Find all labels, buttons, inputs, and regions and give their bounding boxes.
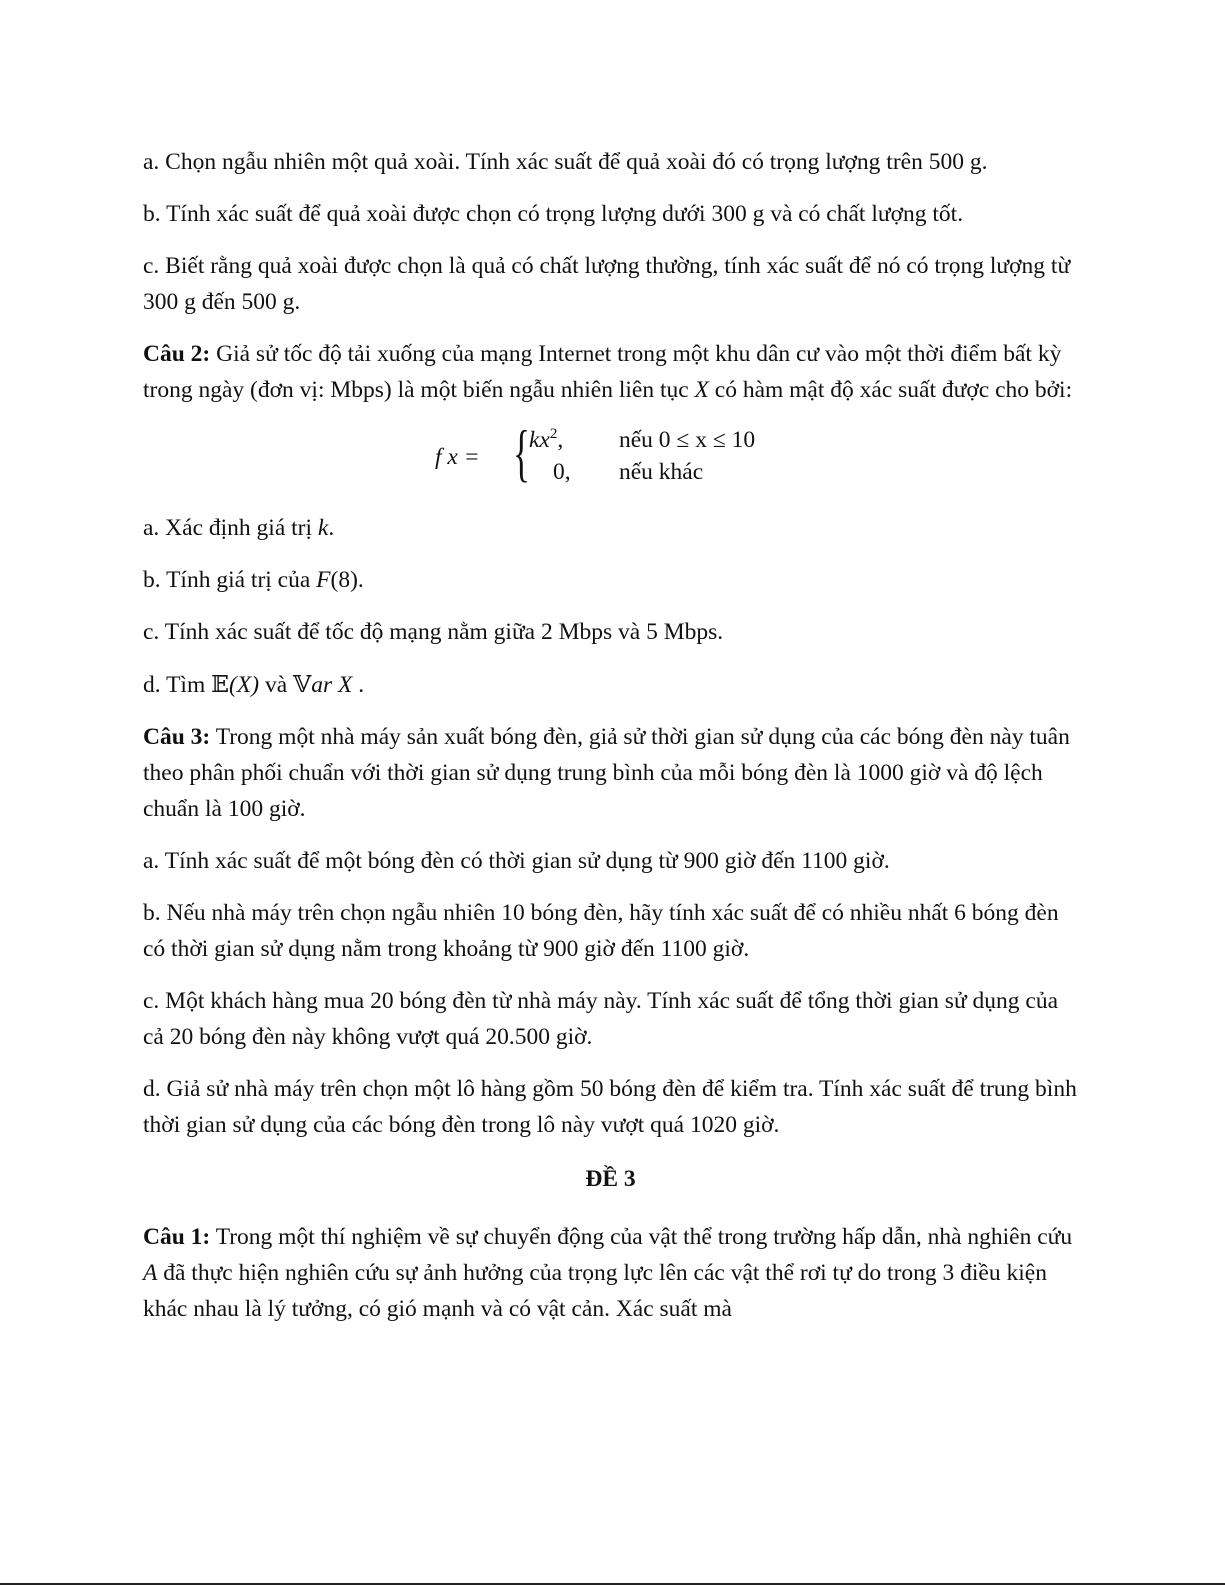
q3-part-c: c. Một khách hàng mua 20 bóng đèn từ nhà máy này. Tính xác suất để tổng thời gian sử dụng của cả 20 bóng đèn này không vượt quá 20.500 giờ.	[143, 988, 1059, 1050]
question-3-label: Câu 3:	[143, 724, 211, 750]
question-2-label: Câu 2:	[143, 341, 211, 367]
density-formula	[143, 417, 1078, 490]
q3-part-b: b. Nếu nhà máy trên chọn ngẫu nhiên 10 bóng đèn, hãy tính xác suất để có nhiều nhất 6 bóng đèn có thời gian sử dụng nằm trong khoảng từ 900 giờ đến 1100 giờ.	[143, 900, 1059, 962]
question-2-text-a: Giả sử tốc độ tải xuống của mạng Internet trong một khu dân cư vào một thời điểm bất kỳ trong ngày (đơn vị: Mbps) là một biến ngẫu nhiên liên tục	[143, 341, 1062, 403]
q2-part-d: d. Tìm 𝔼(X) và 𝕍ar X .	[143, 670, 365, 698]
q3-part-a: a. Tính xác suất để một bóng đèn có thời gian sử dụng từ 900 giờ đến 1100 giờ.	[143, 848, 890, 874]
exam3-question-1: Câu 1: Trong một thí nghiệm về sự chuyển động của vật thể trong trường hấp dẫn, nhà nghiên cứu A đã thực hiện nghiên cứu sự ảnh hưởng của trọng lực lên các vật thể rơi tự do trong 3 điều kiện khác nhau là lý tưởng, có gió mạnh và có vật cản. Xác suất mà	[143, 1224, 1073, 1322]
formula-row1-expression: $kx^2$,	[529, 426, 564, 453]
formula-row1-condition: nếu 0 ≤ x ≤ 10	[619, 427, 756, 453]
q1-part-b: b. Tính xác suất để quả xoài được chọn có trọng lượng dưới 300 g và có chất lượng tốt.	[143, 201, 964, 227]
formula-lhs: f x =	[435, 444, 480, 470]
exam3-question-1-label: Câu 1:	[143, 1224, 211, 1250]
q2-part-b: b. Tính giá trị của F(8).	[143, 567, 364, 593]
question-2-text-b: có hàm mật độ xác suất được cho bởi:	[708, 377, 1073, 403]
question-2-variable: X	[694, 377, 709, 403]
question-3-text: Trong một nhà máy sản xuất bóng đèn, giả sử thời gian sử dụng của các bóng đèn này tuân theo phân phối chuẩn với thời gian sử dụng trung bình của mỗi bóng đèn là 1000 giờ và độ lệch chuẩn là 100 giờ.	[143, 724, 1070, 822]
q2-part-a: a. Xác định giá trị k.	[143, 515, 335, 541]
q1-part-c: c. Biết rằng quả xoài được chọn là quả có chất lượng thường, tính xác suất để nó có trọng lượng từ 300 g đến 500 g.	[143, 253, 1071, 315]
formula-row2-condition: nếu khác	[619, 459, 704, 485]
question-3	[143, 719, 1078, 827]
question-2	[143, 336, 1078, 408]
q3-part-d: d. Giả sử nhà máy trên chọn một lô hàng gồm 50 bóng đèn để kiểm tra. Tính xác suất để trung bình thời gian sử dụng của các bóng đèn trong lô này vượt quá 1020 giờ.	[143, 1076, 1077, 1138]
formula-brace: {	[513, 417, 530, 488]
page-content	[143, 144, 1078, 1343]
q2-part-c: c. Tính xác suất để tốc độ mạng nằm giữa 2 Mbps và 5 Mbps.	[143, 619, 724, 645]
formula-row2-expression: 0,	[553, 459, 571, 485]
section-heading: ĐỀ 3	[585, 1166, 636, 1192]
q1-part-a: a. Chọn ngẫu nhiên một quả xoài. Tính xác suất để quả xoài đó có trọng lượng trên 500 g.	[143, 149, 988, 175]
